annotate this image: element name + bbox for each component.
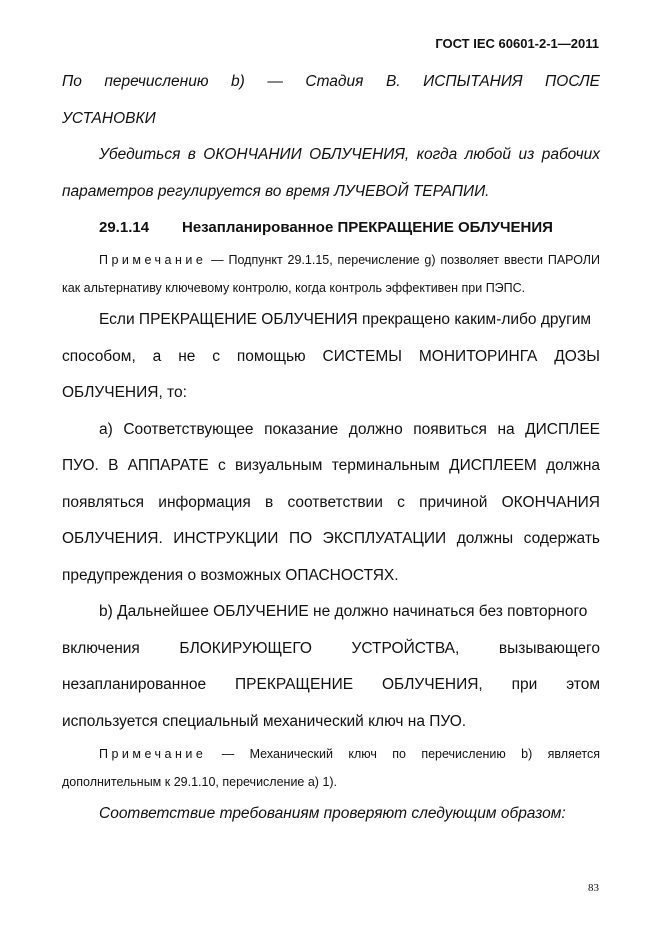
word: СИСТЕМЫ [322,347,402,365]
word: не [178,347,196,365]
word: ДОЗЫ [554,347,600,365]
word: с [212,347,221,365]
paragraph-other-termination-line-3: ОБЛУЧЕНИЯ, то: [62,384,187,401]
word: УСТРОЙСТВА, [351,639,460,657]
word: МОНИТОРИНГА [418,347,538,365]
word: БЛОКИРУЮЩЕГО [179,639,312,657]
compliance-statement: Соответствие требованиям проверяют следующим образом: [99,805,566,822]
word: при [511,676,538,693]
note-passwords [62,246,600,302]
list-item-b-line-2 [62,631,600,668]
word: вызывающего [498,639,600,657]
note-text: — Механический ключ по перечислению b) является дополнительным к 29.1.10, перечисление а) 1). [62,747,600,789]
list-item-b-line-3 [62,667,600,704]
word: способом, [62,347,136,365]
list-item-b [62,594,600,740]
word: этом [566,676,600,693]
page-number: 83 [588,882,599,894]
note-label: Примечание [99,747,207,761]
word: ОБЛУЧЕНИЯ, [381,676,483,693]
word: включения [62,639,140,657]
word: перечислению [104,73,209,90]
section-heading [62,210,600,246]
section-title: Незапланированное ПРЕКРАЩЕНИЕ ОБЛУЧЕНИЯ [182,219,553,236]
word: а [152,347,162,365]
word: ПРЕКРАЩЕНИЕ [235,676,354,693]
word: помощью [236,347,306,365]
note-mechanical-key [62,740,600,796]
note-text: — Подпункт 29.1.15, перечисление g) позволяет ввести ПАРОЛИ как альтернативу ключевому контролю, когда контроль эффективен при ПЭПС. [62,253,600,295]
note-label: Примечание [99,253,207,267]
document-code-header: ГОСТ IEC 60601-2-1—2011 [435,36,599,51]
list-item-a: a) Соответствующее показание должно появиться на ДИСПЛЕЕ ПУО. В АППАРАТЕ с визуальным терминальным ДИСПЛЕЕМ должна появляться информация в соответствии с причиной ОКОНЧАНИЯ ОБЛУЧЕНИЯ. ИНСТРУКЦИИ ПО ЭКСПЛУАТАЦИИ должны содержать предупреждения о возможных ОПАСНОСТЯХ. [62,420,600,584]
word: — [267,73,283,90]
word: По [62,73,82,90]
list-item-b-line-4: используется специальный механический ключ на ПУО. [62,712,467,730]
word: b) [231,73,245,90]
paragraph-stage-b [62,64,600,137]
list-item-b-line-1: b) Дальнейшее ОБЛУЧЕНИЕ не должно начинаться без повторного [99,603,588,620]
paragraph-other-termination-line-2 [62,339,600,376]
paragraph-stage-b-line-1 [62,64,600,101]
word: ПОСЛЕ [545,73,600,90]
page-body [62,64,600,833]
word: ИСПЫТАНИЯ [423,73,523,90]
section-number: 29.1.14 [99,219,150,236]
paragraph-other-termination-line-1: Если ПРЕКРАЩЕНИЕ ОБЛУЧЕНИЯ прекращено каким-либо другим [99,311,592,328]
paragraph-other-termination [62,302,600,412]
word: В. [385,73,401,90]
word: незапланированное [62,676,207,693]
word: Стадия [305,73,364,90]
paragraph-verify-termination: Убедиться в ОКОНЧАНИИ ОБЛУЧЕНИЯ, когда любой из рабочих параметров регулируется во время ЛУЧЕВОЙ ТЕРАПИИ. [62,146,600,200]
paragraph-stage-b-line-2: УСТАНОВКИ [62,109,156,127]
